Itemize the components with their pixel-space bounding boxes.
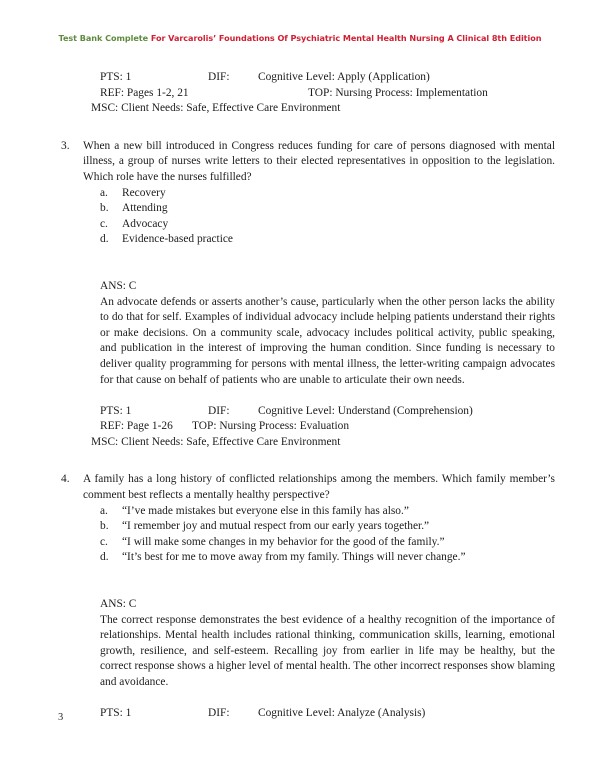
question-3 xyxy=(45,139,555,186)
option-item[interactable] xyxy=(100,232,555,248)
option-label: Advocacy xyxy=(122,217,169,230)
meta-row-pts-dif xyxy=(100,70,555,86)
meta-block-top xyxy=(45,70,555,117)
meta-block-question-4 xyxy=(45,706,555,722)
answer-rationale: An advocate defends or asserts another’s cause, particularly when the other person lacks the ability to do that for self. Examples of individual advocacy include helping patients understand their rights or make decisions. On a community scale, advocacy includes political activity, public speaking, and publication in the interest of improving the human condition. Since funding is necessary to deliver quality programming for persons with mental illness, the letter-writing campaign advocates for that cause on behalf of patients who are unable to articulate their own needs. xyxy=(100,295,555,386)
option-letter: a. xyxy=(100,504,108,517)
meta-row-msc xyxy=(91,101,555,117)
question-3-stem: When a new bill introduced in Congress reduces funding for care of persons diagnosed with mental illness, a group of nurses write letters to their elected representatives in opposition to the legislation. Which role have the nurses fulfilled? xyxy=(83,139,555,183)
dif-label: DIF: xyxy=(208,707,230,720)
option-item[interactable] xyxy=(100,550,555,566)
ref-value: REF: Pages 1-2, 21 xyxy=(100,86,189,99)
option-item[interactable] xyxy=(100,535,555,551)
question-4-options xyxy=(45,504,555,566)
question-4-answer xyxy=(45,597,555,691)
dif-value: Cognitive Level: Understand (Comprehension) xyxy=(258,404,473,417)
option-label: “I’ve made mistakes but everyone else in this family has also.” xyxy=(122,504,409,517)
meta-row-ref-top xyxy=(100,86,555,102)
dif-label: DIF: xyxy=(208,71,230,83)
dif-label: DIF: xyxy=(208,404,230,417)
header-brand: Test Bank Complete xyxy=(58,33,149,43)
question-4-number: 4. xyxy=(61,473,70,486)
spacer xyxy=(45,566,555,597)
option-letter: c. xyxy=(100,217,108,230)
spacer xyxy=(45,117,555,139)
spacer xyxy=(45,248,555,279)
page-number: 3 xyxy=(58,712,64,723)
meta-row-pts-dif xyxy=(100,706,555,722)
meta-row-msc xyxy=(91,435,555,451)
spacer xyxy=(45,450,555,472)
pts-value: PTS: 1 xyxy=(100,404,132,417)
meta-row-ref-top xyxy=(100,419,555,435)
msc-value: MSC: Client Needs: Safe, Effective Care Environment xyxy=(91,102,341,115)
question-3-options xyxy=(45,186,555,248)
option-label: Recovery xyxy=(122,186,166,199)
question-3-number: 3. xyxy=(61,139,70,152)
question-4-stem: A family has a long history of conflicted relationships among the members. Which family member’s comment best reflects a mentally healthy perspective? xyxy=(83,473,555,502)
ref-value: REF: Page 1-26 xyxy=(100,420,173,433)
option-letter: a. xyxy=(100,186,108,199)
option-label: “It’s best for me to move away from my family. Things will never change.” xyxy=(122,551,466,564)
option-label: Attending xyxy=(122,202,168,215)
option-letter: c. xyxy=(100,535,108,548)
option-label: “I remember joy and mutual respect from our early years together.” xyxy=(122,520,430,533)
meta-row-pts-dif xyxy=(100,404,555,420)
answer-rationale: The correct response demonstrates the best evidence of a healthy recognition of the importance of relationships. Mental health includes rational thinking, communication skills, learning, emotional growth, resilience, and self-esteem. Recalling joy from earlier in life may be healthy, but the correct response shows a higher level of mental health. The other incorrect responses show blaming and avoidance. xyxy=(100,613,555,688)
top-value: TOP: Nursing Process: Implementation xyxy=(308,86,488,99)
question-3-answer xyxy=(45,279,555,388)
pts-value: PTS: 1 xyxy=(100,71,132,83)
document-header xyxy=(0,33,600,43)
spacer xyxy=(45,388,555,404)
document-body xyxy=(45,70,555,722)
option-item[interactable] xyxy=(100,201,555,217)
option-item[interactable] xyxy=(100,504,555,520)
option-letter: b. xyxy=(100,202,109,215)
option-letter: d. xyxy=(100,551,109,564)
header-title: For Varcarolis’ Foundations Of Psychiatric Mental Health Nursing A Clinical 8th Edition xyxy=(150,33,542,43)
top-value: TOP: Nursing Process: Evaluation xyxy=(192,420,350,433)
meta-block-question-3 xyxy=(45,404,555,451)
option-item[interactable] xyxy=(100,519,555,535)
question-4 xyxy=(45,472,555,503)
dif-value: Cognitive Level: Analyze (Analysis) xyxy=(258,707,426,720)
option-item[interactable] xyxy=(100,217,555,233)
option-letter: d. xyxy=(100,233,109,246)
option-letter: b. xyxy=(100,520,109,533)
answer-label: ANS: C xyxy=(100,598,137,611)
option-label: Evidence-based practice xyxy=(122,233,233,246)
dif-value: Cognitive Level: Apply (Application) xyxy=(258,71,430,83)
answer-label: ANS: C xyxy=(100,279,137,292)
pts-value: PTS: 1 xyxy=(100,707,132,720)
spacer xyxy=(45,691,555,707)
msc-value: MSC: Client Needs: Safe, Effective Care Environment xyxy=(91,435,341,448)
option-label: “I will make some changes in my behavior for the good of the family.” xyxy=(122,535,445,548)
option-item[interactable] xyxy=(100,186,555,202)
